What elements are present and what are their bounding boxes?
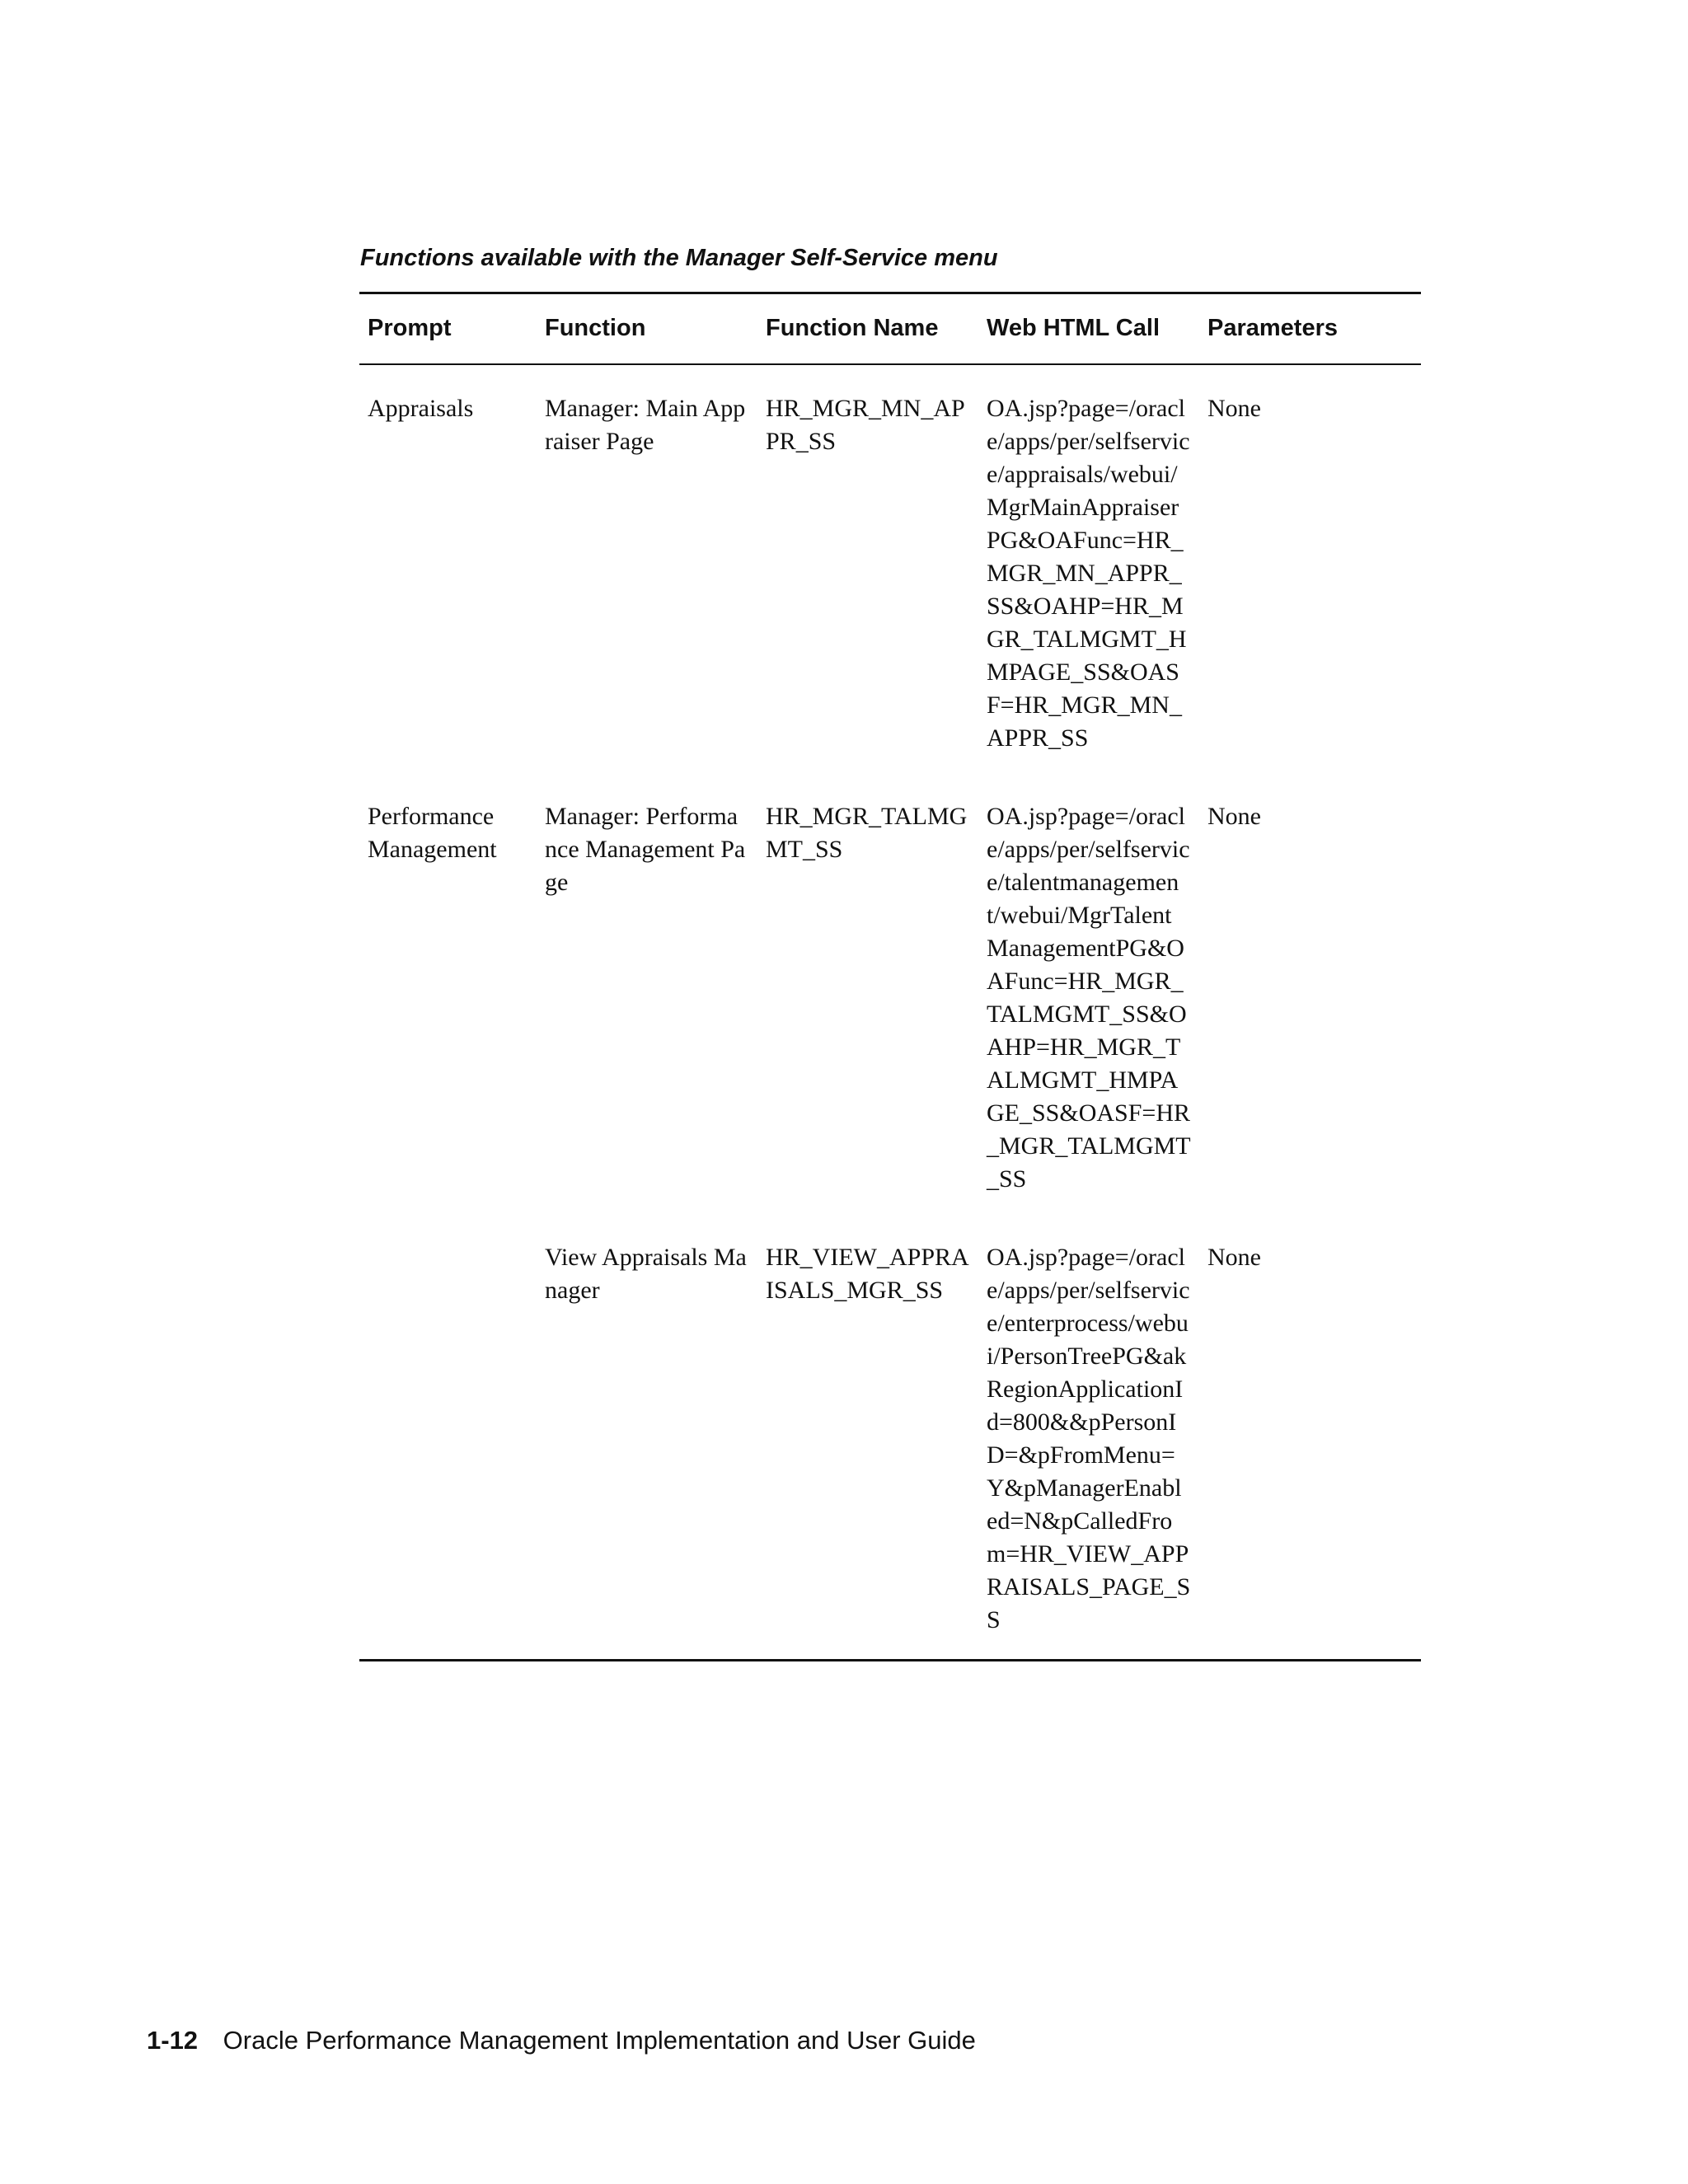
book-title: Oracle Performance Management Implementation and User Guide <box>223 2026 976 2055</box>
cell-prompt: Performance Management <box>368 802 497 863</box>
cell-function: Manager: Performance Management Page <box>545 802 746 896</box>
cell-parameters: None <box>1207 1243 1261 1271</box>
cell-prompt: Appraisals <box>368 394 474 422</box>
cell-function-name: HR_MGR_MN_APPR_SS <box>766 394 965 455</box>
functions-table <box>359 292 1421 1661</box>
table-row <box>359 364 1421 777</box>
cell-parameters: None <box>1207 394 1261 422</box>
table-header <box>359 293 1421 364</box>
cell-function: View Appraisals Manager <box>545 1243 747 1304</box>
cell-function: Manager: Main Appraiser Page <box>545 394 746 455</box>
page-footer <box>147 2024 976 2057</box>
column-header-function: Function <box>545 315 646 342</box>
column-header-web-html-call: Web HTML Call <box>987 315 1160 342</box>
table-caption: Functions available with the Manager Self-Service menu <box>360 245 998 271</box>
cell-function-name: HR_MGR_TALMGMT_SS <box>766 802 968 863</box>
table-row <box>359 1218 1421 1661</box>
cell-parameters: None <box>1207 802 1261 830</box>
column-header-function-name: Function Name <box>766 315 939 342</box>
table-row <box>359 777 1421 1218</box>
cell-web-html-call: OA.jsp?page=/oracle/apps/per/selfservice/enterprocess/webui/PersonTreePG&akRegionApplicationId=800&&pPersonID=&pFromMenu=Y&pManagerEnabled=N&pCalledFrom=HR_VIEW_APPRAISALS_PAGE_SS <box>987 1243 1191 1633</box>
functions-table-container <box>359 292 1421 1661</box>
cell-function-name: HR_VIEW_APPRAISALS_MGR_SS <box>766 1243 969 1304</box>
cell-web-html-call: OA.jsp?page=/oracle/apps/per/selfservice/appraisals/webui/MgrMainAppraiserPG&OAFunc=HR_MGR_MN_APPR_SS&OAHP=HR_MGR_TALMGMT_HMPAGE_SS&OASF=HR_MGR_MN_APPR_SS <box>987 394 1190 752</box>
header-row <box>359 293 1421 364</box>
column-header-parameters: Parameters <box>1207 315 1338 342</box>
column-header-prompt: Prompt <box>368 315 452 342</box>
cell-prompt <box>359 1218 537 1661</box>
page-number: 1-12 <box>147 2026 199 2055</box>
table-body <box>359 364 1421 1661</box>
cell-web-html-call: OA.jsp?page=/oracle/apps/per/selfservice/talentmanagement/webui/MgrTalentManagementPG&OAFunc=HR_MGR_TALMGMT_SS&OAHP=HR_MGR_TALMGMT_HMPAGE_SS&OASF=HR_MGR_TALMGMT_SS <box>987 802 1191 1193</box>
